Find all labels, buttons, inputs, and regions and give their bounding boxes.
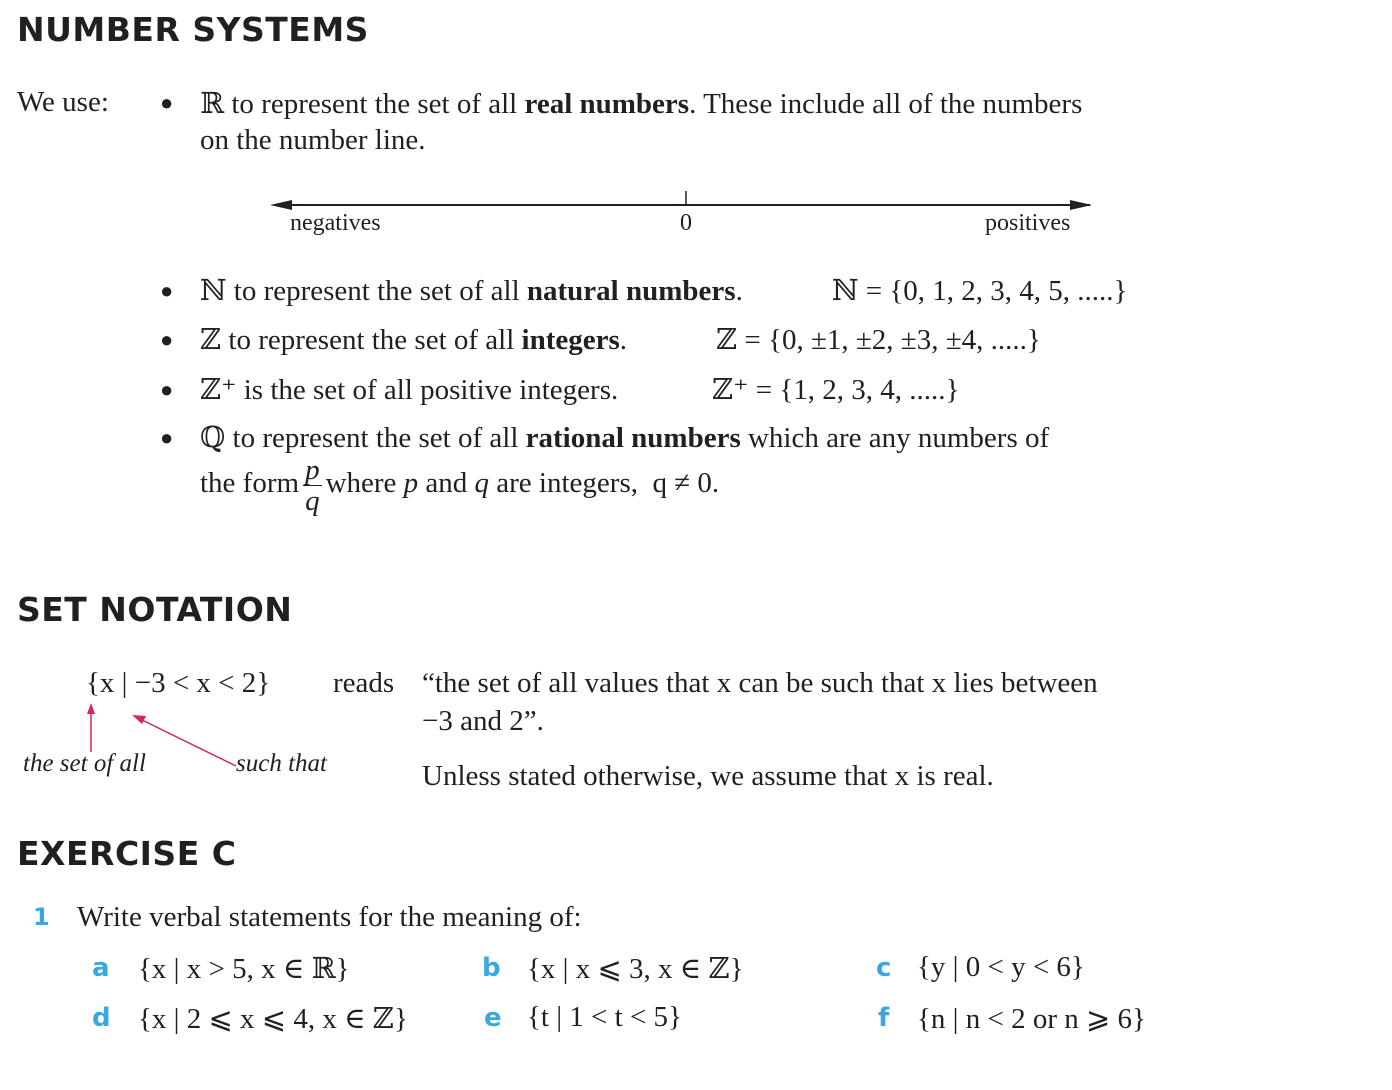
- reads-word: reads: [333, 667, 395, 699]
- note-the-set-of-all: the set of all: [23, 750, 146, 777]
- heading-set-notation: SET NOTATION: [17, 590, 293, 629]
- part-label-f: f: [878, 1003, 890, 1033]
- set-notation-quote-line-2: −3 and 2”.: [422, 705, 544, 737]
- question-1-text: Write verbal statements for the meaning of:: [77, 901, 582, 933]
- part-expr-c: {y | 0 < y < 6}: [917, 951, 1085, 983]
- part-expr-a: {x | x > 5, x ∈ ℝ}: [138, 953, 350, 985]
- number-line-left-arrow: [270, 200, 292, 210]
- set-notation-expression: {x | −3 < x < 2}: [86, 667, 271, 699]
- integers-item: ℤ to represent the set of all integers.: [200, 324, 628, 356]
- real-numbers-line-2: on the number line.: [200, 124, 426, 156]
- bullet-dot: ●: [160, 425, 174, 450]
- part-expr-d: {x | 2 ⩽ x ⩽ 4, x ∈ ℤ}: [138, 1003, 408, 1035]
- we-use-label: We use:: [17, 86, 109, 118]
- question-number-1: 1: [33, 903, 50, 931]
- number-line-right-arrow: [1070, 200, 1092, 210]
- set-notation-quote-line-1: “the set of all values that x can be such that x lies between: [422, 667, 1098, 699]
- number-line-negatives: negatives: [290, 210, 381, 236]
- real-numbers-line-1: ℝ to represent the set of all real numbers. These include all of the numbers: [200, 88, 1083, 120]
- bullet-dot: ●: [160, 90, 174, 115]
- part-label-d: d: [92, 1003, 111, 1033]
- heading-number-systems: NUMBER SYSTEMS: [17, 10, 369, 49]
- bullet-dot: ●: [160, 327, 174, 352]
- integers-set: ℤ = {0, ±1, ±2, ±3, ±4, .....}: [716, 324, 1041, 356]
- arrow-such-that-head: [132, 715, 146, 724]
- number-line-zero: 0: [680, 210, 692, 236]
- arrow-such-that-line: [142, 720, 236, 766]
- positive-integers-item: ℤ⁺ is the set of all positive integers.: [200, 374, 619, 406]
- part-label-a: a: [92, 953, 110, 983]
- rational-numbers-line-2: the form $\frac{p}{q}$ where p and q are integers, q ≠ 0.: [200, 454, 720, 517]
- part-label-c: c: [876, 953, 892, 983]
- arrow-set-of-all-head: [87, 703, 95, 714]
- natural-numbers-item: ℕ to represent the set of all natural numbers.: [200, 275, 743, 307]
- part-expr-b: {x | x ⩽ 3, x ∈ ℤ}: [527, 953, 744, 985]
- heading-exercise: EXERCISE C: [17, 834, 237, 873]
- bullet-dot: ●: [160, 278, 174, 303]
- part-label-b: b: [482, 953, 501, 983]
- part-expr-e: {t | 1 < t < 5}: [527, 1001, 682, 1033]
- note-such-that: such that: [236, 750, 327, 777]
- fraction-p-over-q: $\frac{p}{q}$: [305, 454, 320, 517]
- bullet-dot: ●: [160, 377, 174, 402]
- rational-numbers-line-1: ℚ to represent the set of all rational numbers which are any numbers of: [200, 422, 1050, 454]
- number-line-positives: positives: [985, 210, 1071, 236]
- natural-numbers-set: ℕ = {0, 1, 2, 3, 4, 5, .....}: [832, 275, 1128, 307]
- assumption-text: Unless stated otherwise, we assume that x is real.: [422, 760, 994, 792]
- part-expr-f: {n | n < 2 or n ⩾ 6}: [917, 1003, 1146, 1035]
- positive-integers-set: ℤ⁺ = {1, 2, 3, 4, .....}: [712, 374, 960, 406]
- part-label-e: e: [484, 1003, 502, 1033]
